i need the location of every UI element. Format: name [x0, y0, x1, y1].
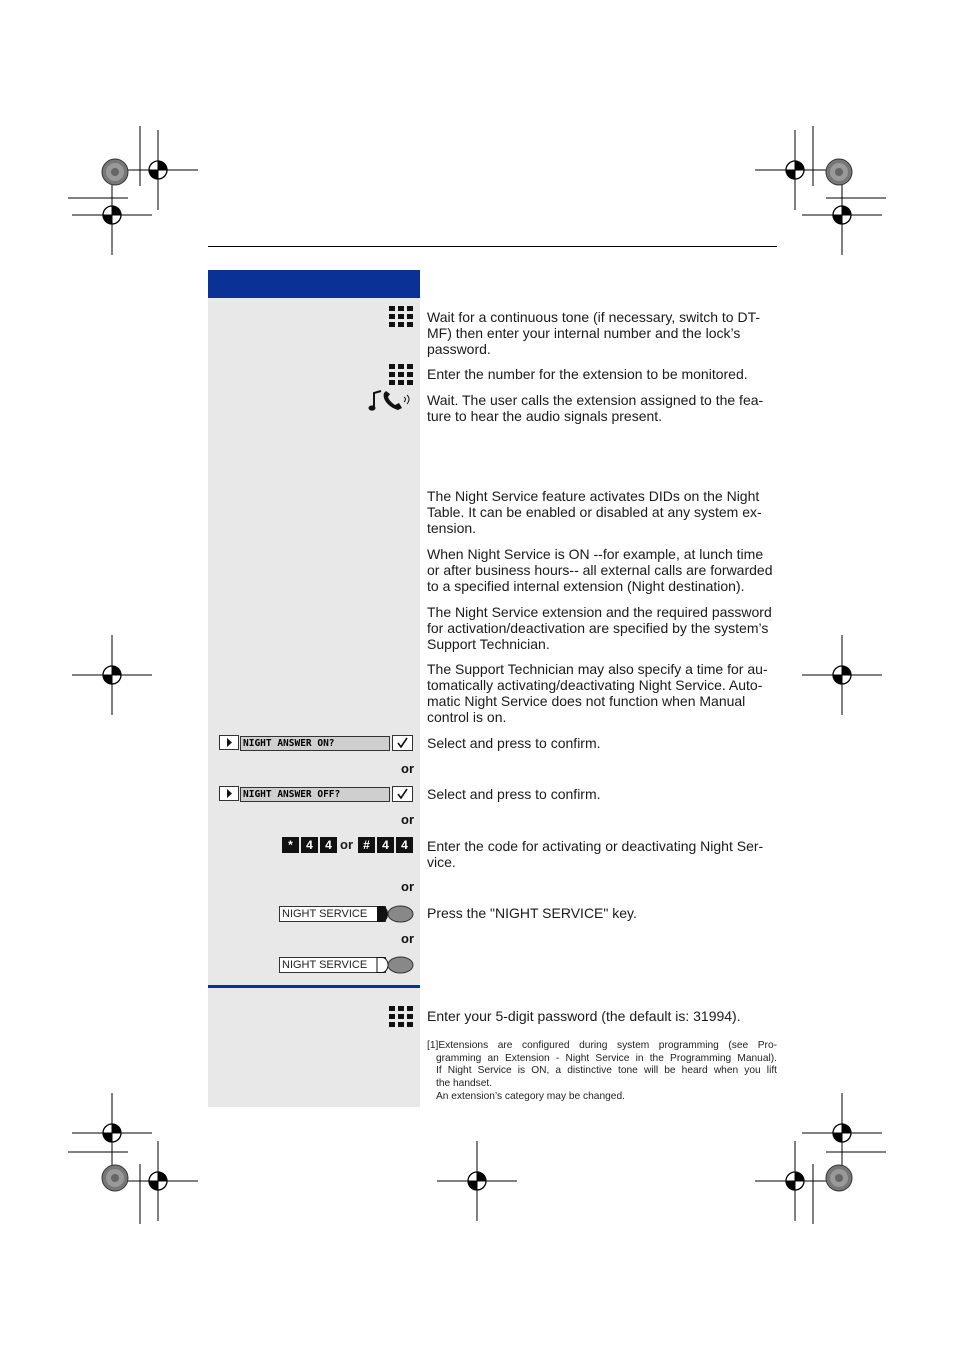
intro-paragraph: When Night Service is ON --for example, at lunch time or after business hours-- all external calls are forwarded to a specified internal extension (Night destination).	[427, 546, 773, 594]
key-4[interactable]: 4	[377, 837, 394, 853]
display-night-answer-on: NIGHT ANSWER ON?	[240, 736, 390, 751]
led-on-icon	[374, 906, 388, 922]
arrow-right-icon	[220, 787, 238, 800]
key-4[interactable]: 4	[396, 837, 413, 853]
keypad-icon	[389, 364, 413, 386]
footnote-line: If Night Service is ON, a distinctive tone will be heard when you lift	[436, 1065, 777, 1077]
header-rule	[208, 246, 777, 247]
or-label: or	[401, 879, 414, 894]
scroll-arrow-button[interactable]	[219, 786, 239, 801]
intro-paragraph: The Night Service extension and the required password for activation/deactivation are specified by the system’s Support Technician.	[427, 604, 772, 652]
key-4[interactable]: 4	[320, 837, 337, 853]
intro-paragraph: The Support Technician may also specify a time for au- tomatically activating/deactivating Night Service. Auto- matic Night Service does not function when Manual control is on.	[427, 661, 768, 725]
step-enter-extension-text: Enter the number for the extension to be monitored.	[427, 366, 748, 382]
option-on-text: Select and press to confirm.	[427, 735, 601, 751]
footnote	[427, 1040, 777, 1104]
scroll-arrow-button[interactable]	[219, 735, 239, 750]
section-divider	[208, 985, 420, 988]
check-icon	[393, 736, 412, 750]
keypad-icon	[389, 1006, 413, 1028]
keypad-icon	[389, 306, 413, 328]
footnote-line: [1]Extensions are configured during system programming (see Pro-	[427, 1040, 777, 1051]
check-icon	[393, 787, 412, 801]
code-text: Enter the code for activating or deactivating Night Ser- vice.	[427, 838, 764, 870]
confirm-button[interactable]	[392, 735, 413, 751]
or-label: or	[401, 931, 414, 946]
password-text: Enter your 5-digit password (the default is: 31994).	[427, 1008, 741, 1024]
night-service-key-label: NIGHT SERVICE	[279, 906, 386, 922]
melody-handset-icon	[368, 389, 414, 413]
key-hash[interactable]: #	[358, 837, 375, 853]
led-off-icon	[374, 957, 388, 973]
display-night-answer-off: NIGHT ANSWER OFF?	[240, 787, 390, 802]
code-or-label: or	[340, 837, 353, 852]
or-label: or	[401, 761, 414, 776]
intro-paragraph: The Night Service feature activates DIDs on the Night Table. It can be enabled or disabled at any system ex- tension.	[427, 488, 762, 536]
footnote-line: An extension’s category may be changed.	[436, 1090, 625, 1102]
option-off-text: Select and press to confirm.	[427, 786, 601, 802]
or-label: or	[401, 812, 414, 827]
step-wait-user-text: Wait. The user calls the extension assigned to the fea- ture to hear the audio signals present.	[427, 392, 764, 424]
key-on-text: Press the "NIGHT SERVICE" key.	[427, 905, 637, 921]
key-star[interactable]: *	[282, 837, 299, 853]
confirm-button[interactable]	[392, 786, 413, 802]
step-wait-tone-text: Wait for a continuous tone (if necessary, switch to DT- MF) then enter your internal number and the lock’s password.	[427, 309, 761, 357]
led-key-icon[interactable]	[387, 905, 414, 923]
arrow-right-icon	[220, 736, 238, 749]
section-header-bar	[208, 270, 420, 298]
footnote-line: gramming an Extension - Night Service in the Programming Manual).	[436, 1052, 777, 1064]
led-key-icon[interactable]	[387, 956, 414, 974]
night-service-key-label: NIGHT SERVICE	[279, 957, 386, 973]
footnote-line: the handset.	[436, 1078, 493, 1090]
key-4[interactable]: 4	[301, 837, 318, 853]
